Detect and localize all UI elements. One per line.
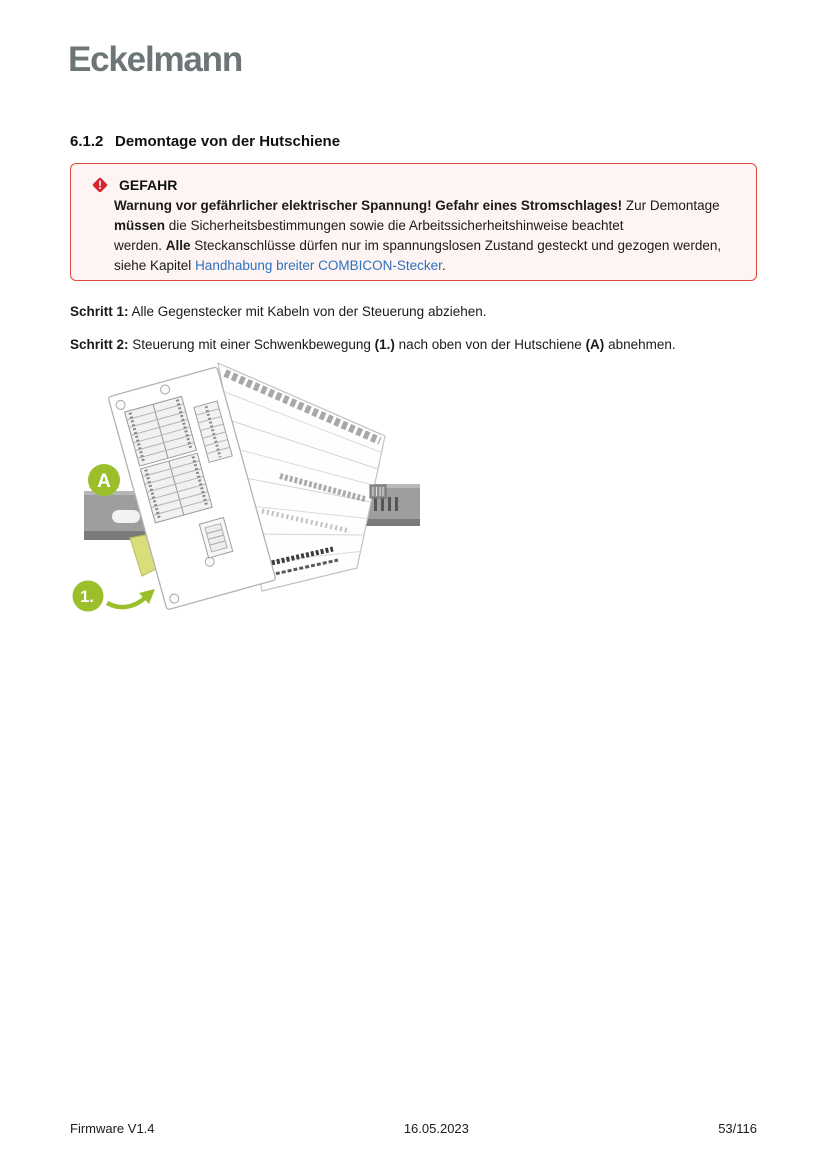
footer-page-number: 53/116	[718, 1121, 757, 1136]
danger-label: GEFAHR	[119, 177, 178, 193]
text-segment: Warnung vor gefährlicher elektrischer Spannung! Gefahr eines Stromschlages!	[114, 198, 623, 213]
text-segment: Zur Demontage	[622, 198, 720, 213]
combicon-chapter-link[interactable]: Handhabung breiter COMBICON-Stecker	[195, 258, 442, 273]
text-segment: abnehmen.	[604, 337, 676, 352]
text-segment: (1.)	[374, 337, 395, 352]
rail-slot	[112, 510, 140, 523]
text-segment: .	[441, 258, 446, 273]
danger-notice-box	[70, 163, 757, 281]
label-a-badge	[88, 464, 120, 496]
diamond-exclamation-icon	[91, 176, 109, 194]
din-rail-removal-figure	[70, 360, 425, 625]
company-logo: Eckelmann	[68, 40, 243, 79]
footer-firmware-version: Firmware V1.4	[70, 1121, 155, 1136]
label-step-badge	[73, 581, 156, 612]
swivel-arrow	[107, 597, 146, 607]
text-segment: müssen	[114, 218, 166, 233]
page-footer	[70, 1121, 757, 1136]
figure-drawing	[70, 360, 425, 625]
text-segment: die Sicherheitsbestimmungen sowie die Arbeitssicherheitshinweise beachtet	[165, 218, 624, 233]
text-segment: werden.	[114, 238, 166, 253]
section-number: 6.1.2	[70, 133, 104, 150]
section-heading	[70, 133, 340, 150]
footer-date: 16.05.2023	[403, 1121, 469, 1136]
danger-body-text	[114, 196, 738, 276]
step-2-text	[70, 336, 760, 354]
text-segment: Steuerung mit einer Schwenkbewegung	[128, 337, 375, 352]
text-segment: Schritt 2:	[70, 337, 129, 352]
text-segment: (A)	[585, 337, 605, 352]
exclamation-glyph: !	[98, 180, 102, 192]
label-step-text: 1.	[80, 588, 94, 606]
text-segment: nach oben von der Hutschiene	[394, 337, 586, 352]
label-a-text: A	[97, 471, 111, 492]
text-segment: Schritt 1:	[70, 304, 129, 319]
text-segment: Alle Gegenstecker mit Kabeln von der Steuerung abziehen.	[128, 304, 487, 319]
text-segment: Alle	[165, 238, 191, 253]
step-1-text	[70, 303, 760, 321]
side-plug-connector	[370, 485, 386, 498]
text-segment: siehe Kapitel	[114, 258, 196, 273]
danger-notice-header	[91, 176, 177, 194]
text-segment: Steckanschlüsse dürfen nur im spannungslosen Zustand gesteckt und gezogen werden,	[190, 238, 722, 253]
section-title: Demontage von der Hutschiene	[115, 133, 341, 150]
